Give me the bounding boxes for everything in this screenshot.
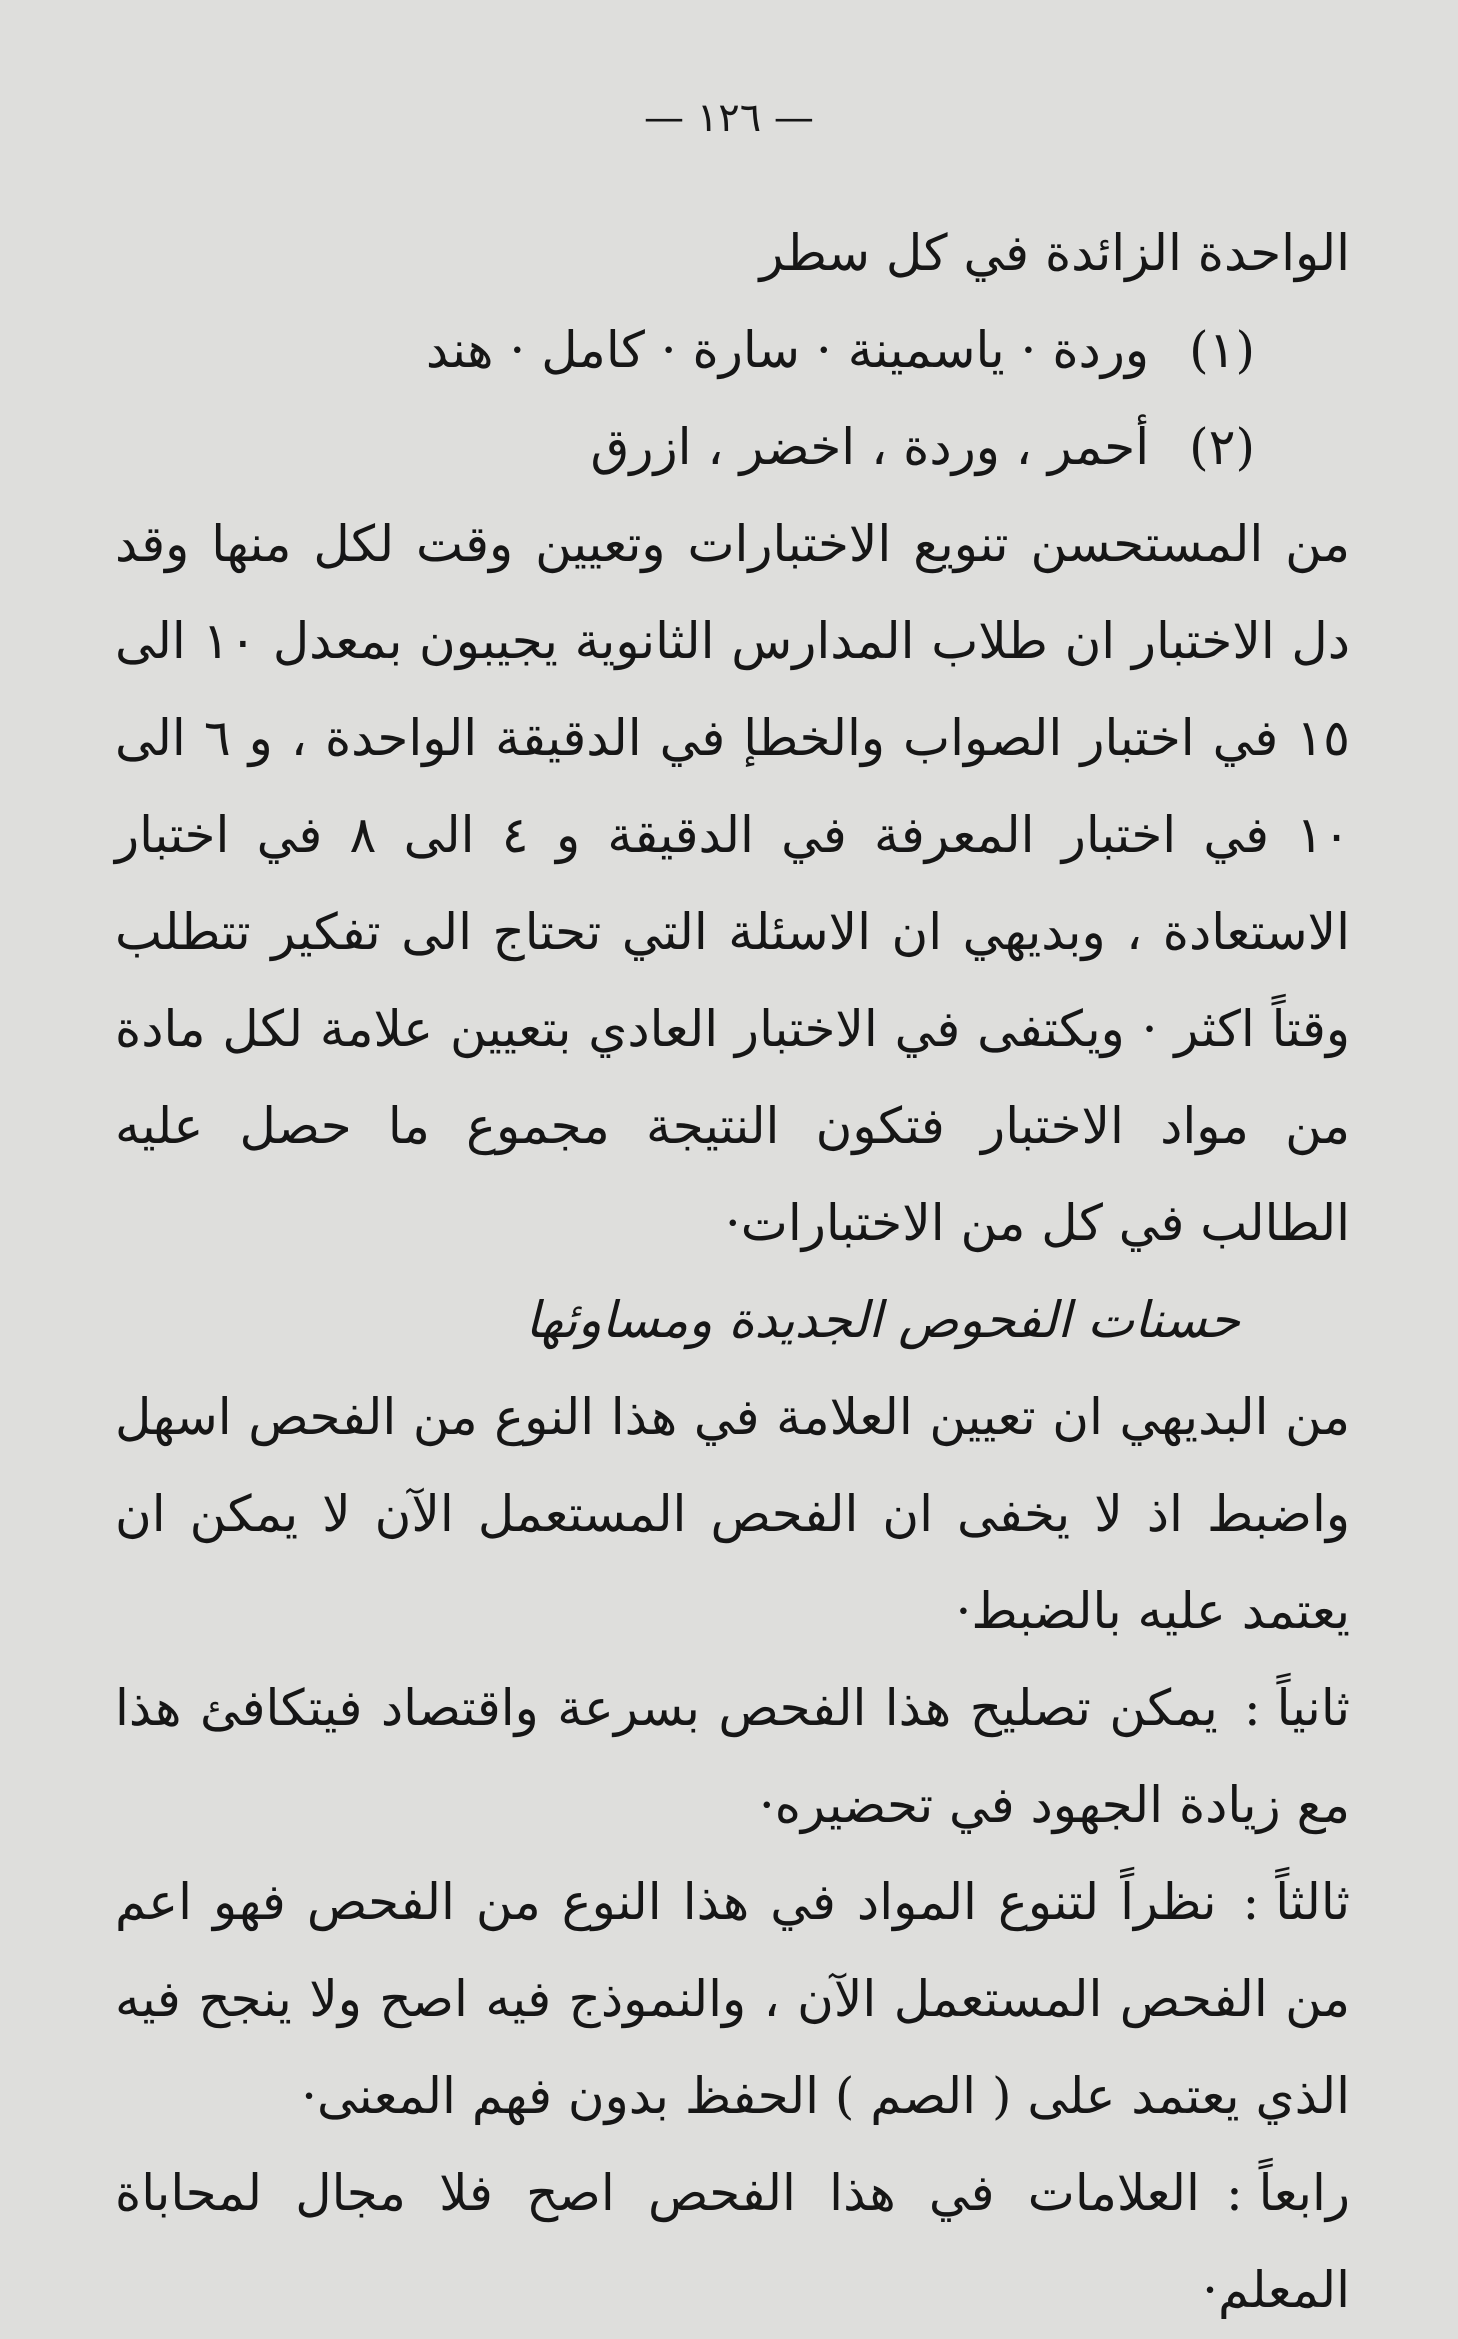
point-4-label: رابعاً : xyxy=(1225,2164,1350,2222)
point-2 xyxy=(115,1660,1350,1854)
list-item-1-text: وردة · ياسمينة · سارة · كامل · هند xyxy=(425,321,1150,379)
point-4 xyxy=(115,2145,1350,2339)
point-3-label: ثالثاً : xyxy=(1242,1873,1350,1931)
list-item-2 xyxy=(115,399,1350,496)
list-item-2-number: (٢) xyxy=(1189,418,1255,476)
point-2-label: ثانياً : xyxy=(1243,1679,1350,1737)
page-number: — ١٢٦ — xyxy=(644,95,814,141)
list-item-1 xyxy=(115,302,1350,399)
point-3 xyxy=(115,1854,1350,2145)
section-heading: حسنات الفحوص الجديدة ومساوئها xyxy=(525,1291,1240,1349)
point-3-text: نظراً لتنوع المواد في هذا النوع من الفحص فهو اعم من الفحص المستعمل الآن ، والنموذج فيه اصح ولا ينجح فيه الذي يعتمد على ( الصم ) الحفظ بدون فهم المعنى· xyxy=(115,1873,1350,2125)
paragraph-1: من المستحسن تنويع الاختبارات وتعيين وقت لكل منها وقد دل الاختبار ان طلاب المدارس الثانوية يجيبون بمعدل ١٠ الى ١٥ في اختبار الصواب والخطإ في الدقيقة الواحدة ، و ٦ الى ١٠ في اختبار المعرفة في الدقيقة و ٤ الى ٨ في اختبار الاستعادة ، وبديهي ان الاسئلة التي تحتاج الى تفكير تتطلب وقتاً اكثر · ويكتفى في الاختبار العادي بتعيين علامة لكل مادة من مواد الاختبار فتكون النتيجة مجموع ما حصل عليه الطالب في كل من الاختبارات· xyxy=(115,515,1351,1252)
point-2-text: يمكن تصليح هذا الفحص بسرعة واقتصاد فيتكافئ هذا مع زيادة الجهود في تحضيره· xyxy=(115,1679,1350,1834)
paragraph-2: من البديهي ان تعيين العلامة في هذا النوع من الفحص اسهل واضبط اذ لا يخفى ان الفحص المستعمل الآن لا يمكن ان يعتمد عليه بالضبط· xyxy=(115,1388,1350,1640)
list-item-1-number: (١) xyxy=(1189,321,1255,379)
point-4-text: العلامات في هذا الفحص اصح فلا مجال لمحاباة المعلم· xyxy=(115,2164,1350,2319)
list-item-2-text: أحمر ، وردة ، اخضر ، ازرق xyxy=(590,418,1150,476)
intro-line: الواحدة الزائدة في كل سطر xyxy=(759,224,1350,282)
page-body xyxy=(115,205,1350,2339)
